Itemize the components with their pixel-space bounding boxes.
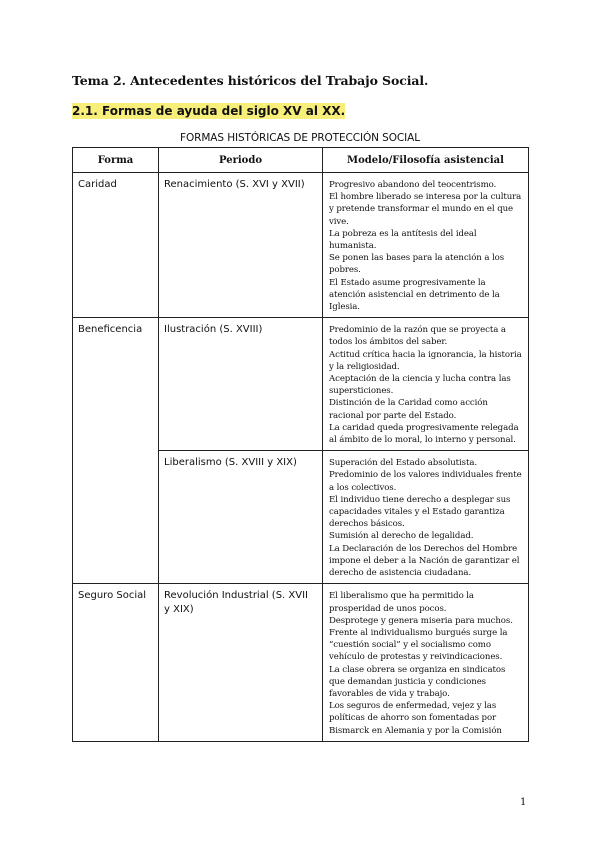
cell-periodo: Revolución Industrial (S. XVII y XIX) — [159, 584, 323, 741]
header-periodo: Periodo — [159, 148, 323, 173]
modelo-line: La caridad queda progresivamente relegada al ámbito de lo moral, lo interno y personal. — [329, 422, 519, 446]
modelo-line: El liberalismo que ha permitido la prosperidad de unos pocos. — [329, 591, 474, 614]
modelo-line: La clase obrera se organiza en sindicatos que demandan justicia y condiciones favorables de vida y trabajo. — [329, 664, 506, 699]
modelo-line: Distinción de la Caridad como acción racional por parte del Estado. — [329, 398, 488, 421]
cell-modelo — [323, 318, 529, 451]
modelo-line: Los seguros de enfermedad, vejez y las políticas de ahorro son fomentadas por Bismarck en Alemania y por la Comisión — [329, 701, 502, 736]
cell-modelo — [323, 584, 529, 741]
cell-forma: Caridad — [73, 173, 159, 318]
modelo-line: Predominio de la razón que se proyecta a todos los ámbitos del saber. — [329, 325, 506, 348]
page-number: 1 — [520, 797, 527, 808]
header-forma: Forma — [73, 148, 159, 173]
protection-forms-table — [72, 147, 529, 742]
modelo-line: El hombre liberado se interesa por la cultura y pretende transformar el mundo en el que vive. — [329, 192, 522, 227]
section-heading — [72, 104, 345, 118]
cell-forma: Seguro Social — [73, 584, 159, 741]
modelo-line: Superación del Estado absolutista. — [329, 458, 477, 469]
modelo-line: La pobreza es la antítesis del ideal humanista. — [329, 228, 477, 252]
modelo-line: Desprotege y genera miseria para muchos. Frente al individualismo burgués surge la “cuestión social” y el socialismo como vehículo de protestas y reivindicaciones. — [329, 615, 513, 663]
table-header-row — [73, 148, 529, 173]
modelo-line: El Estado asume progresivamente la atención asistencial en detrimento de la Iglesia. — [329, 277, 500, 313]
modelo-line: Se ponen las bases para la atención a los pobres. — [329, 253, 505, 276]
cell-forma: Beneficencia — [73, 318, 159, 584]
cell-modelo — [323, 173, 529, 318]
modelo-line: Progresivo abandono del teocentrismo. — [329, 180, 497, 190]
table-caption: FORMAS HISTÓRICAS DE PROTECCIÓN SOCIAL — [180, 132, 420, 144]
table-row-seguro-social — [73, 584, 529, 741]
table-row-caridad — [73, 173, 529, 318]
table-row-beneficencia — [73, 318, 529, 451]
section-heading-text: 2.1. Formas de ayuda del siglo XV al XX. — [72, 104, 346, 118]
cell-periodo: Ilustración (S. XVIII) — [159, 318, 323, 451]
modelo-line: El individuo tiene derecho a desplegar sus capacidades vitales y el Estado garantiza derechos básicos. — [329, 494, 511, 530]
cell-modelo — [323, 451, 529, 584]
cell-periodo: Liberalismo (S. XVIII y XIX) — [159, 451, 323, 584]
modelo-line: Aceptación de la ciencia y lucha contra las supersticiones. — [329, 374, 511, 397]
modelo-line: La Declaración de los Derechos del Hombre impone el deber a la Nación de garantizar el derecho de asistencia ciudadana. — [329, 543, 520, 579]
modelo-line: Predominio de los valores individuales frente a los colectivos. — [329, 470, 522, 493]
modelo-line: Actitud crítica hacia la ignorancia, la historia y la religiosidad. — [329, 349, 522, 372]
page-title: Tema 2. Antecedentes históricos del Trabajo Social. — [72, 73, 429, 88]
modelo-line: Sumisión al derecho de legalidad. — [329, 531, 474, 542]
cell-periodo: Renacimiento (S. XVI y XVII) — [159, 173, 323, 318]
header-modelo: Modelo/Filosofía asistencial — [323, 148, 529, 173]
